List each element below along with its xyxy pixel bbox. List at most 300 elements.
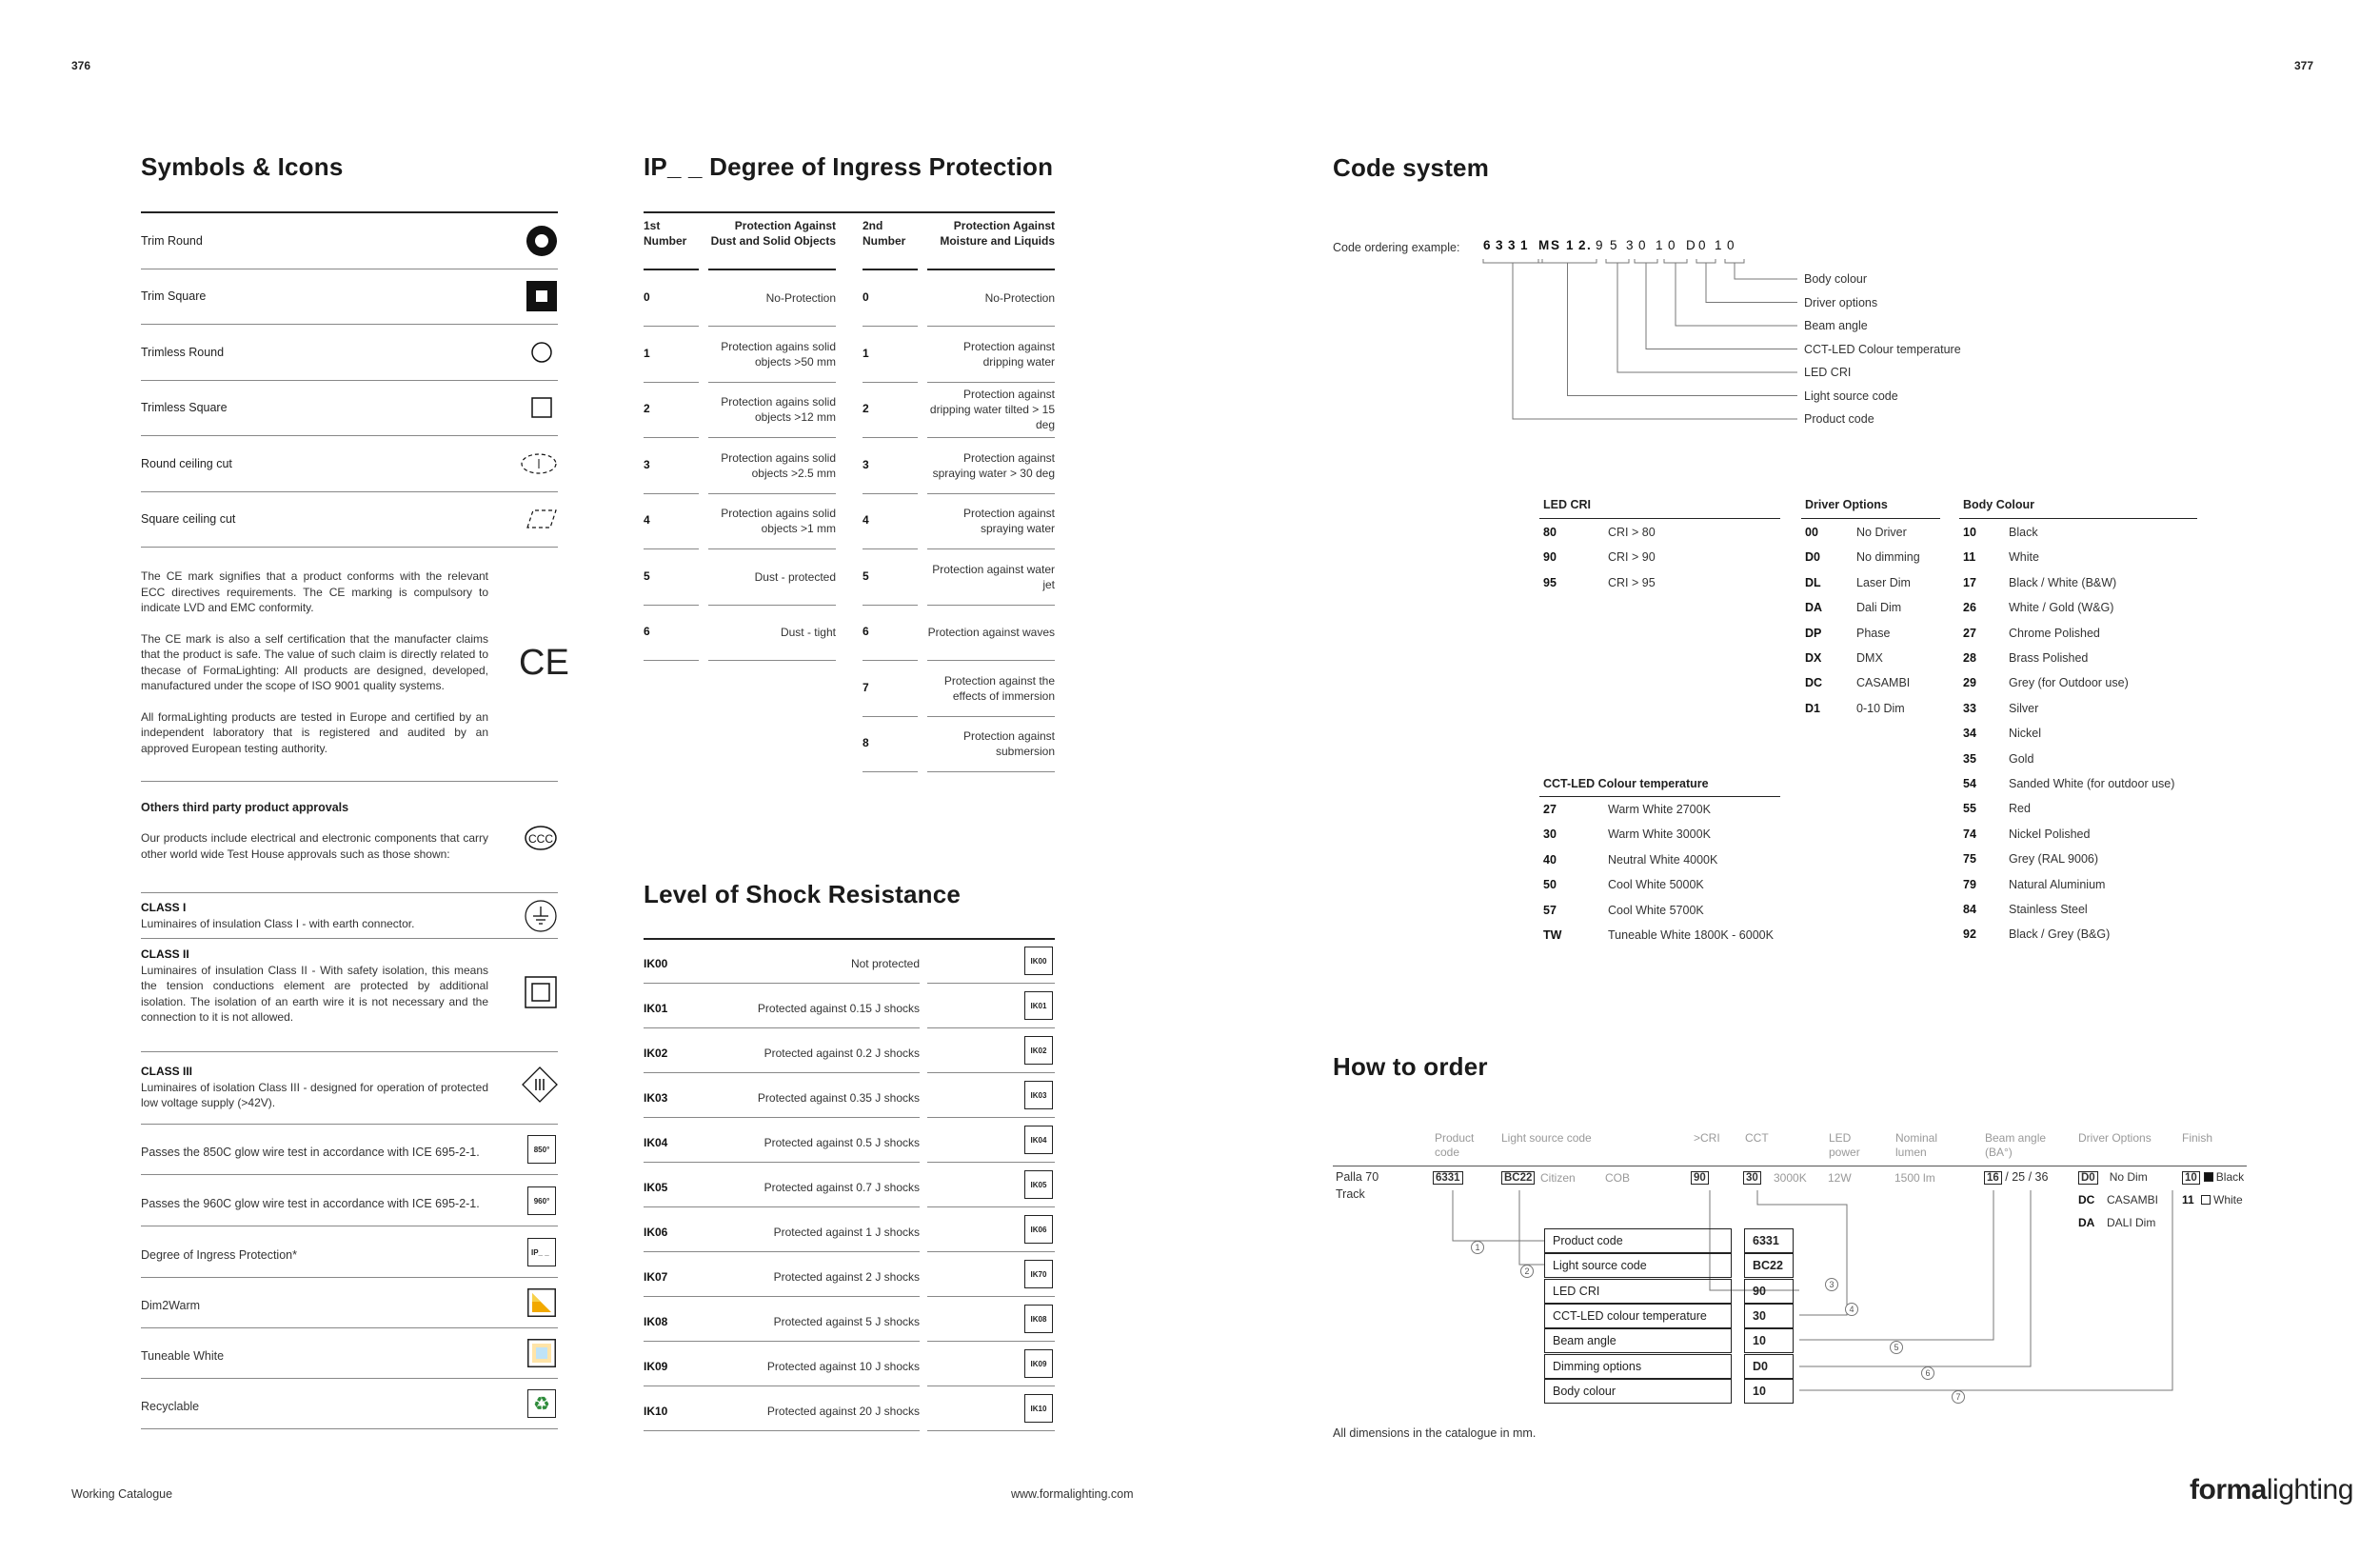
shock-title: Level of Shock Resistance [644,880,962,908]
table-key: DC [1805,676,1823,690]
ip-first-text: Dust - protected [754,569,836,584]
divider [863,771,918,772]
ip-second-number: 3 [863,457,869,471]
table-value: Laser Dim [1856,575,1911,589]
svg-text:CCC: CCC [528,832,553,846]
divider [141,1378,558,1379]
table-row [1543,550,1656,564]
table-value: Chrome Polished [2009,626,2100,640]
trimless-round-icon [526,336,558,369]
glow960-text: Passes the 960C glow wire test in accordance with ICE 695-2-1. [141,1197,480,1210]
ip-header-2: Protection Against Dust and Solid Objects [710,219,836,248]
shock-text: Protected against 0.35 J shocks [757,1091,920,1105]
divider [863,493,918,494]
divider [927,983,1055,984]
product-name: Palla 70 Track [1336,1170,1379,1201]
table-row [1805,651,1883,665]
shock-badge: IK06 [1024,1215,1053,1244]
shock-code: IK10 [644,1405,668,1418]
table-row [1963,903,2088,916]
recycle-icon: ♻ [527,1389,556,1418]
divider [927,771,1055,772]
ip-first-number: 3 [644,457,650,471]
ip-first-text: Protection agains solid objects >1 mm [721,507,836,535]
divider [927,605,1055,606]
list-item: Round ceiling cut [141,436,558,492]
symbols-title: Symbols & Icons [141,152,344,181]
table-key: 33 [1963,701,1976,715]
table-value: Black / Grey (B&G) [2009,927,2111,942]
cri-value: 90 [1691,1170,1709,1184]
divider [141,938,558,939]
divider [863,716,918,717]
tuneable-white-icon [527,1339,556,1372]
table-row [1963,827,2090,841]
ccc-approval-icon [524,825,558,856]
table-row [1963,727,2041,740]
table-key: 34 [1963,727,1976,741]
table-row [1805,627,1890,640]
divider [644,493,699,494]
summary-value: 10 [1744,1379,1794,1404]
divider [644,1072,920,1073]
table-key: 28 [1963,651,1976,665]
table-row [1543,853,1717,867]
code-digit: 1 [1520,238,1528,252]
code-legend-item: Driver options [1804,295,1878,309]
table-key: 50 [1543,878,1557,892]
divider [927,437,1055,438]
beam-value: 16 / 25 / 36 [1984,1170,2048,1184]
body-title: Body Colour [1963,498,2034,511]
table-key: 84 [1963,903,1976,916]
table-row [1805,576,1911,589]
divider [708,437,836,438]
table-row [2078,1170,2148,1184]
divider [644,1341,920,1342]
divider [927,1251,1055,1252]
code-legend-item: Light source code [1804,389,1898,403]
ip-first-number: 0 [644,290,650,304]
table-value: CRI > 90 [1608,550,1656,565]
divider [927,1430,1055,1431]
ip-second-text: Protection against spraying water [962,507,1055,535]
summary-value: D0 [1744,1354,1794,1379]
finish-value: Black [2215,1170,2245,1184]
others-title: Others third party product approvals [141,801,349,814]
order-title: How to order [1333,1052,1488,1081]
divider [141,1124,558,1125]
ip-second-number: 7 [863,680,869,694]
shock-code: IK00 [644,957,668,970]
class3-diamond-icon [522,1067,558,1107]
divider [863,269,918,270]
ip-title: IP_ _ Degree of Ingress Protection [644,152,1054,181]
class1-block: CLASS I Luminaires of insulation Class I - with earth connector. [141,901,415,930]
divider [141,892,558,893]
code-digit: 1 [1566,238,1574,252]
table-value: Natural Aluminium [2009,877,2106,891]
table-value: Silver [2009,701,2039,715]
code-digit: 0 [1727,238,1735,252]
ip-second-number: 5 [863,568,869,583]
ip-second-number: 2 [863,402,869,415]
divider [927,1296,1055,1297]
driver-title: Driver Options [1805,498,1888,511]
table-row [1543,827,1711,841]
light-cob: COB [1605,1171,1631,1185]
divider [141,1327,558,1328]
table-key: 26 [1963,601,1976,615]
square-cut-icon [520,503,558,535]
table-value: Warm White 3000K [1608,827,1711,842]
driver-value: DALI Dim [2107,1216,2156,1229]
table-key: 90 [1543,550,1557,565]
code-digit: 0 [1668,238,1676,252]
divider [644,211,1055,213]
table-value: Gold [2009,751,2034,766]
divider [927,1117,1055,1118]
divider [863,326,918,327]
list-item: Trimless Square [141,381,558,437]
divider [1539,796,1780,797]
ip-badge: IP_ _ [527,1238,556,1266]
table-key: 27 [1963,626,1976,640]
code-title: Code system [1333,153,1490,182]
table-value: White / Gold (W&G) [2009,601,2114,615]
table-row [1963,651,2088,665]
table-value: Nickel [2009,727,2042,741]
shock-text: Protected against 10 J shocks [766,1360,920,1373]
ip-header-4: Protection Against Moisture and Liquids [940,219,1055,248]
shock-text: Protected against 0.5 J shocks [764,1136,920,1149]
code-example-label: Code ordering example: [1333,241,1460,254]
table-value: CASAMBI [1856,676,1911,690]
table-value: Sanded White (for outdoor use) [2009,777,2175,790]
divider [708,660,836,661]
divider [141,1277,558,1278]
cct-title: CCT-LED Colour temperature [1543,777,1709,790]
table-key: 11 [1963,550,1976,565]
step-marker: 6 [1921,1366,1934,1380]
driver-value: CASAMBI [2107,1193,2159,1206]
table-key: 10 [1963,526,1976,539]
divider [708,269,836,270]
table-row [1963,852,2098,866]
divider [644,382,699,383]
shock-code: IK02 [644,1047,668,1060]
others-text: Our products include electrical and electronic components that carry other world wide Test House approvals such as those shown: [141,831,488,861]
divider [644,1430,920,1431]
divider [644,605,699,606]
round-cut-icon [520,448,558,480]
divider [644,1027,920,1028]
divider [863,605,918,606]
divider [708,326,836,327]
table-value: Dali Dim [1856,601,1902,615]
code-digit: 0 [1638,238,1646,252]
divider [708,605,836,606]
table-value: Tuneable White 1800K - 6000K [1608,928,1774,942]
shock-code: IK07 [644,1270,668,1284]
driver-value: No Dim [2109,1170,2148,1184]
table-row [1963,550,2039,564]
code-digit: 3 [1508,238,1516,252]
ip-first-number: 1 [644,346,650,360]
summary-value: 30 [1744,1304,1794,1328]
shock-badge: IK05 [1024,1170,1053,1199]
shock-code: IK01 [644,1002,668,1015]
table-value: No Driver [1856,526,1907,539]
table-value: Black [2009,526,2038,539]
code-digit: 0 [1698,238,1706,252]
ip-second-number: 0 [863,290,869,304]
table-key: 27 [1543,803,1557,816]
shock-badge: IK00 [1024,947,1053,975]
ce-description: The CE mark signifies that a product conforms with the relevant ECC directives requirements. The CE marking is compulsory to indicate LVD and EMC conformity. The CE mark is also a self certification that the manufacter claims that the product is safe. The value of such claim is directly related to thecase of FormaLighting: All products are designed, developed, manufactured under the scope of ISO 9001 quality systems. All formaLighting products are tested in Europe and certified by an independent laboratory that is registered and audited by an approved European testing authority. [141,569,488,755]
table-key: 74 [1963,827,1976,841]
shock-code: IK03 [644,1091,668,1105]
divider [927,493,1055,494]
order-header: Nominal lumen [1895,1131,1938,1159]
class2-block: CLASS II Luminaires of insulation Class II - With safety isolation, this means the tension conductions element are protected by additional isolation. The isolation of an earth wire it is not necessary and the connection to it is not allowed. [141,947,488,1024]
divider [708,382,836,383]
table-key: 29 [1963,676,1976,690]
footer-url[interactable]: www.formalighting.com [1011,1487,1134,1501]
order-header: Product code [1435,1131,1475,1159]
divider [708,493,836,494]
driver-key: DC [2078,1193,2095,1206]
ip-second-text: Protection against dripping water tilted > 15 deg [929,388,1055,431]
code-digit: . [1587,238,1591,252]
table-row [1543,526,1656,539]
list-item: Trim Round [141,213,558,269]
lumen: 1500 lm [1894,1171,1935,1185]
ip-first-text: Protection agains solid objects >2.5 mm [721,450,836,480]
shock-code: IK06 [644,1226,668,1239]
ip-header-3: 2nd Number [863,219,906,248]
shock-text: Not protected [850,957,920,970]
shock-text: Protected against 0.2 J shocks [764,1047,920,1060]
shock-code: IK05 [644,1181,668,1194]
divider [1801,518,1940,519]
table-key: 80 [1543,526,1557,539]
table-key: 00 [1805,526,1818,539]
shock-badge: IK04 [1024,1126,1053,1154]
shock-text: Protected against 20 J shocks [766,1405,920,1418]
code-legend-item: CCT-LED Colour temperature [1804,342,1961,356]
table-key: TW [1543,928,1562,942]
divider [644,437,699,438]
driver-key: DA [2078,1216,2095,1229]
trimless-square-icon [526,391,558,424]
shock-code: IK04 [644,1136,668,1149]
shock-text: Protected against 0.15 J shocks [757,1002,920,1015]
divider [644,269,699,270]
summary-label: LED CRI [1544,1279,1732,1304]
cct-value: 30 [1743,1170,1761,1184]
table-key: D0 [1805,550,1820,565]
table-key: 92 [1963,927,1976,942]
divider [927,1072,1055,1073]
table-key: 57 [1543,903,1557,917]
shock-badge: IK09 [1024,1349,1053,1378]
cct-kelvin: 3000K [1774,1171,1807,1185]
summary-value: 6331 [1744,1228,1794,1253]
dim2warm-label: Dim2Warm [141,1299,201,1312]
step-marker: 7 [1952,1390,1965,1404]
footer-left: Working Catalogue [71,1487,173,1501]
table-key: 75 [1963,852,1976,867]
shock-text: Protected against 5 J shocks [773,1315,920,1328]
table-key: DX [1805,651,1822,665]
class3-block: CLASS III Luminaires of isolation Class III - designed for operation of protected low voltage supply (>42V). [141,1065,488,1109]
divider [644,548,699,549]
table-row [1805,550,1920,564]
ip-second-number: 6 [863,625,869,638]
table-key: 95 [1543,575,1557,589]
divider [644,1296,920,1297]
ip-second-text: Protection against dripping water [962,339,1055,369]
page-number-right: 377 [2294,59,2314,72]
finish-key: 10 [2182,1171,2200,1185]
divider [927,1162,1055,1163]
divider [927,1341,1055,1342]
table-value: Nickel Polished [2009,827,2091,841]
table-row [1963,702,2038,715]
table-value: CRI > 95 [1608,575,1656,589]
table-value: Brass Polished [2009,651,2089,665]
divider [863,548,918,549]
table-row [1963,576,2116,589]
table-value: Red [2009,802,2031,816]
ip-first-number: 2 [644,402,650,415]
recyclable-label: Recyclable [141,1400,200,1413]
divider [863,437,918,438]
step-marker: 2 [1520,1265,1534,1278]
divider [927,1027,1055,1028]
code-legend-item: LED CRI [1804,366,1852,379]
table-row [1543,576,1656,589]
symbols-list [141,211,558,548]
led-power: 12W [1828,1171,1852,1185]
table-row [1963,676,2129,689]
glow850-text: Passes the 850C glow wire test in accordance with ICE 695-2-1. [141,1146,480,1159]
product-code-value: 6331 [1433,1170,1463,1184]
code-digit: S [1551,238,1560,252]
summary-value: 10 [1744,1328,1794,1353]
finish-value: White [2213,1193,2243,1206]
code-digit: M [1538,238,1550,252]
divider [1539,518,1780,519]
divider [644,1206,920,1207]
table-value: No dimming [1856,550,1920,565]
list-item: Square ceiling cut [141,492,558,548]
code-digit: 5 [1610,238,1617,252]
table-value: Phase [1856,626,1891,640]
ip-second-text: Protection against waves [927,626,1055,639]
table-row [1963,927,2110,941]
divider [141,1174,558,1175]
divider [644,326,699,327]
code-digit: 3 [1626,238,1634,252]
code-legend-item: Beam angle [1804,319,1868,332]
divider [927,548,1055,549]
shock-code: IK08 [644,1315,668,1328]
ip-second-number: 8 [863,736,869,749]
order-header: >CRI [1694,1131,1720,1145]
divider [708,548,836,549]
divider [863,382,918,383]
code-digit: 1 [1656,238,1663,252]
table-key: 30 [1543,827,1557,842]
driver-key: D0 [2078,1171,2098,1185]
table-value: White [2009,550,2039,565]
shock-code: IK09 [644,1360,668,1373]
summary-label: Light source code [1544,1253,1732,1278]
table-key: 17 [1963,575,1976,589]
table-key: 79 [1963,877,1976,891]
cri-title: LED CRI [1543,498,1591,511]
ip-first-number: 4 [644,513,650,527]
table-row [1963,627,2100,640]
glow850-badge: 850° [527,1135,556,1164]
ip-second-number: 4 [863,513,869,527]
divider [644,983,920,984]
brand-logo: formalighting [2190,1474,2353,1505]
summary-label: Product code [1544,1228,1732,1253]
table-value: Stainless Steel [2009,903,2088,916]
summary-label: Body colour [1544,1379,1732,1404]
shock-badge: IK08 [1024,1305,1053,1333]
trim-square-icon [526,280,558,312]
table-row [1963,878,2105,891]
table-row [1963,752,2033,766]
code-legend-item: Product code [1804,412,1874,426]
divider [644,660,699,661]
light-citizen: Citizen [1540,1171,1576,1185]
table-key: 54 [1963,777,1976,790]
divider [1959,518,2197,519]
list-item: Trim Square [141,269,558,326]
light-source-value: BC22 [1501,1170,1535,1184]
table-value: 0-10 Dim [1856,701,1905,715]
table-row [1543,928,1774,942]
table-key: 35 [1963,751,1976,766]
table-row [1963,777,2174,790]
divider [863,660,918,661]
table-row [1805,526,1907,539]
step-marker: 3 [1825,1278,1838,1291]
step-marker: 4 [1845,1303,1858,1316]
divider [644,1162,920,1163]
shock-text: Protected against 2 J shocks [773,1270,920,1284]
code-digit: 6 [1483,238,1491,252]
divider [141,1428,558,1429]
order-header: Driver Options [2078,1131,2152,1145]
code-legend-item: Body colour [1804,272,1868,286]
code-digit: 1 [1715,238,1722,252]
ip-label: Degree of Ingress Protection* [141,1248,297,1262]
finish-key: 11 [2182,1193,2194,1206]
order-header: Light source code [1501,1131,1592,1145]
table-value: Cool White 5700K [1608,903,1704,917]
order-header: CCT [1745,1131,1769,1145]
shock-badge: IK10 [1024,1394,1053,1423]
table-value: Cool White 5000K [1608,878,1704,892]
table-value: Black / White (B&W) [2009,575,2117,589]
list-item: Trimless Round [141,325,558,381]
